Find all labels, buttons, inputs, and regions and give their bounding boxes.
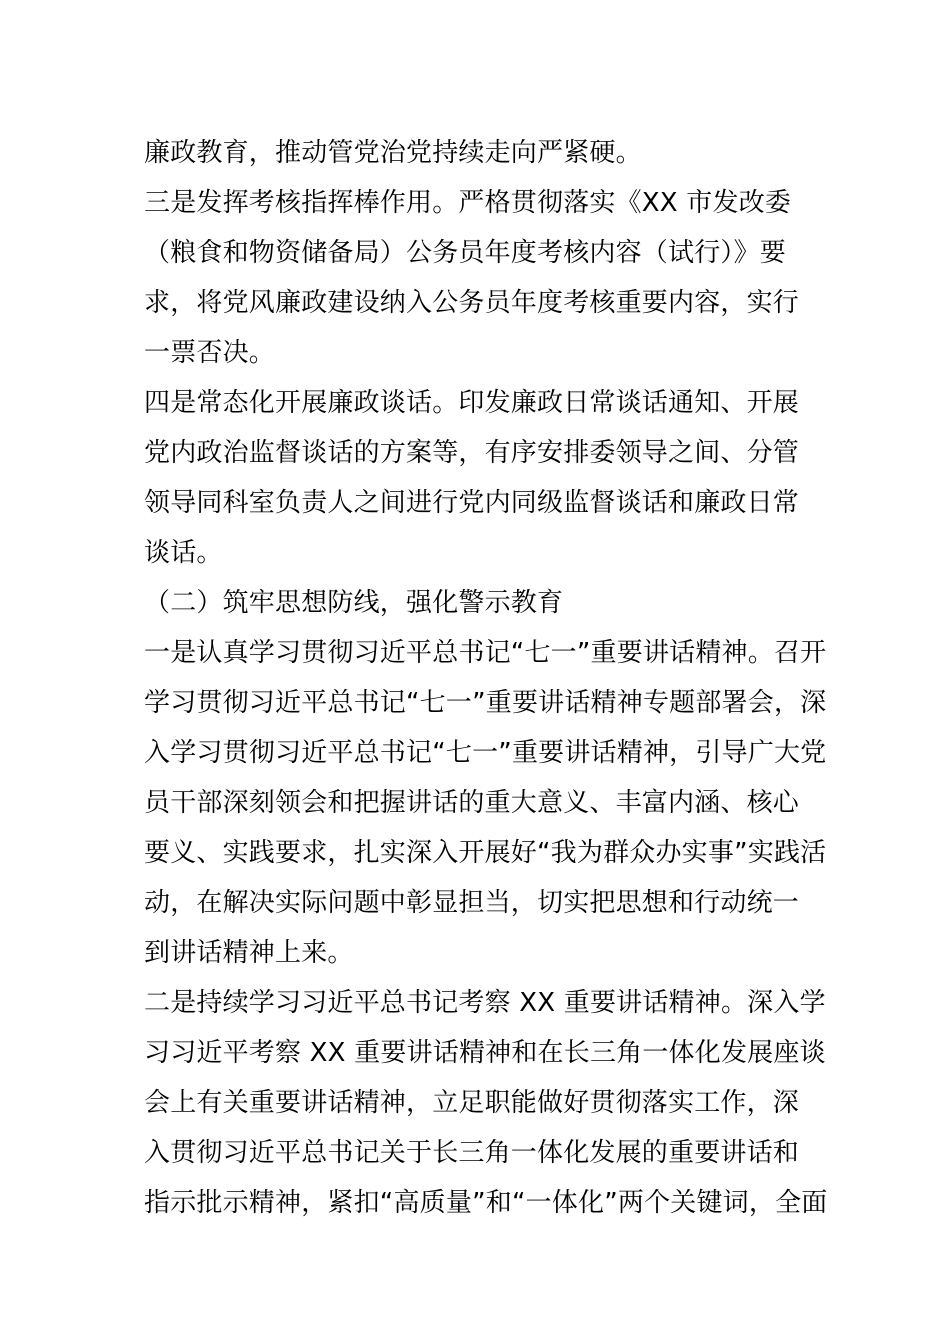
text-line: 会上有关重要讲话精神，立足职能做好贯彻落实工作，深 bbox=[144, 1088, 800, 1118]
text-line: 员干部深刻领会和把握讲话的重大意义、丰富内涵、核心 bbox=[144, 788, 800, 818]
text-line: 要义、实践要求，扎实深入开展好“我为群众办实事”实践活 bbox=[144, 838, 827, 868]
text-line: 谈话。 bbox=[144, 538, 223, 568]
text-line: 动，在解决实际问题中彰显担当，切实把思想和行动统一 bbox=[144, 888, 800, 918]
text-line: 党内政治监督谈话的方案等，有序安排委领导之间、分管 bbox=[144, 438, 800, 468]
document-body bbox=[144, 128, 828, 1228]
text-line: 习习近平考察 XX 重要讲话精神和在长三角一体化发展座谈 bbox=[144, 1038, 826, 1068]
text-line: 求，将党风廉政建设纳入公务员年度考核重要内容，实行 bbox=[144, 288, 800, 318]
text-line: 学习贯彻习近平总书记“七一”重要讲话精神专题部署会，深 bbox=[144, 688, 827, 718]
text-line: （粮食和物资储备局）公务员年度考核内容（试行）》要 bbox=[144, 238, 787, 268]
text-line: 指示批示精神，紧扣“高质量”和“一体化”两个关键词，全面 bbox=[144, 1188, 828, 1218]
text-line: 二是持续学习习近平总书记考察 XX 重要讲话精神。深入学 bbox=[144, 988, 826, 1018]
text-line: 廉政教育，推动管党治党持续走向严紧硬。 bbox=[144, 138, 642, 168]
text-line: 领导同科室负责人之间进行党内同级监督谈话和廉政日常 bbox=[144, 488, 800, 518]
text-line: 一票否决。 bbox=[144, 338, 276, 368]
text-line: 入贯彻习近平总书记关于长三角一体化发展的重要讲话和 bbox=[144, 1138, 800, 1168]
text-line: 三是发挥考核指挥棒作用。严格贯彻落实《XX 市发改委 bbox=[144, 188, 792, 218]
section-heading: （二）筑牢思想防线，强化警示教育 bbox=[144, 588, 564, 618]
text-line: 一是认真学习贯彻习近平总书记“七一”重要讲话精神。召开 bbox=[144, 638, 827, 668]
text-line: 到讲话精神上来。 bbox=[144, 938, 354, 968]
text-line: 四是常态化开展廉政谈话。印发廉政日常谈话通知、开展 bbox=[144, 388, 800, 418]
text-line: 入学习贯彻习近平总书记“七一”重要讲话精神，引导广大党 bbox=[144, 738, 827, 768]
